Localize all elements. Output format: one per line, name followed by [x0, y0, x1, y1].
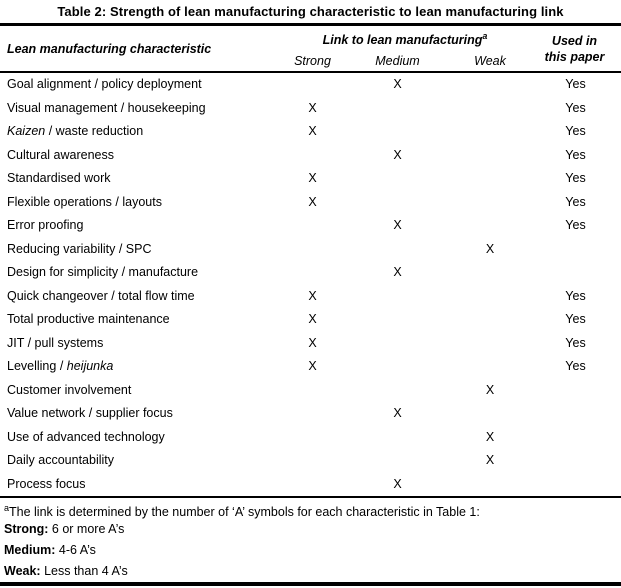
table-row	[0, 285, 621, 309]
characteristic-cell	[0, 238, 280, 262]
medium-mark-cell: X	[393, 218, 402, 232]
medium-mark-cell	[345, 191, 450, 215]
used-header-line2: this paper	[544, 49, 605, 64]
weak-mark-cell	[450, 167, 530, 191]
characteristic-italic-text: heijunka	[66, 359, 114, 373]
medium-mark-cell	[345, 97, 450, 121]
characteristic-text: Daily accountability	[7, 453, 114, 467]
weak-mark-cell: X	[485, 382, 495, 397]
used-cell: Yes	[565, 359, 586, 373]
footnotes	[0, 498, 621, 582]
used-cell	[530, 473, 621, 497]
table-row	[0, 214, 621, 238]
characteristic-text: Use of advanced technology	[7, 429, 165, 444]
used-cell: Yes	[565, 171, 586, 185]
characteristic-cell	[0, 214, 280, 238]
table-body	[0, 73, 621, 496]
characteristic-cell	[0, 191, 280, 215]
characteristic-text: Process focus	[7, 476, 86, 491]
weak-mark-cell	[450, 261, 530, 285]
characteristic-cell	[0, 308, 280, 332]
table-row	[0, 261, 621, 285]
weak-mark-cell: X	[485, 429, 495, 444]
characteristic-cell	[0, 167, 280, 191]
weak-mark-cell	[450, 355, 530, 379]
characteristic-cell	[0, 144, 280, 168]
characteristic-text: Quick changeover / total flow time	[7, 288, 195, 303]
footnote-medium-definition	[4, 540, 621, 561]
used-cell: Yes	[565, 312, 586, 326]
table-row	[0, 473, 621, 497]
table-row	[0, 426, 621, 450]
strong-mark-cell: X	[308, 312, 317, 326]
table-row	[0, 308, 621, 332]
medium-mark-cell	[345, 332, 450, 356]
table-row	[0, 97, 621, 121]
weak-mark-cell	[450, 144, 530, 168]
footnote-strong-text: 6 or more A’s	[48, 522, 125, 536]
table-header	[0, 26, 621, 71]
footnote-strong-label: Strong:	[4, 522, 49, 536]
strong-mark-cell	[280, 402, 345, 426]
medium-mark-cell	[345, 449, 450, 473]
weak-mark-cell: X	[485, 241, 495, 256]
medium-mark-cell	[345, 120, 450, 144]
footnote-link-definition	[4, 498, 621, 519]
characteristic-cell	[0, 379, 280, 403]
medium-mark-cell	[345, 355, 450, 379]
characteristic-cell	[0, 73, 280, 97]
characteristic-text: Total productive maintenance	[7, 312, 170, 326]
footnote-weak-text: Less than 4 A’s	[40, 564, 128, 578]
characteristic-cell	[0, 426, 280, 450]
medium-mark-cell: X	[393, 265, 402, 279]
footnote-strong-definition	[4, 519, 621, 540]
characteristic-suffix-text: / waste reduction	[45, 124, 144, 138]
medium-mark-cell: X	[393, 147, 402, 162]
used-cell	[530, 261, 621, 285]
characteristic-cell	[0, 120, 280, 144]
column-header-strong: Strong	[294, 54, 331, 68]
strong-mark-cell: X	[308, 100, 317, 115]
used-header-line1: Used in	[551, 33, 598, 48]
characteristic-cell	[0, 449, 280, 473]
used-cell: Yes	[565, 147, 586, 162]
footnote-marker: a	[4, 503, 10, 513]
column-group-link-label	[280, 31, 530, 47]
link-group-footnote-marker: a	[482, 31, 488, 41]
table-row	[0, 191, 621, 215]
strong-mark-cell	[280, 379, 345, 403]
strong-mark-cell: X	[308, 194, 317, 209]
footnote-weak-definition	[4, 561, 621, 582]
characteristic-cell	[0, 285, 280, 309]
used-cell	[530, 402, 621, 426]
used-cell	[530, 426, 621, 450]
used-cell: Yes	[565, 124, 586, 138]
weak-mark-cell	[450, 214, 530, 238]
table-row	[0, 332, 621, 356]
table-row	[0, 355, 621, 379]
weak-mark-cell	[450, 191, 530, 215]
used-cell	[530, 379, 621, 403]
characteristic-text: Error proofing	[7, 218, 84, 232]
medium-mark-cell	[345, 285, 450, 309]
medium-mark-cell: X	[393, 406, 402, 420]
weak-mark-cell	[450, 402, 530, 426]
table-caption: Table 2: Strength of lean manufacturing characteristic to lean manufacturing link	[57, 4, 564, 19]
medium-mark-cell	[345, 238, 450, 262]
strong-mark-cell: X	[308, 335, 317, 350]
table-row	[0, 238, 621, 262]
medium-mark-cell: X	[393, 476, 402, 491]
strong-mark-cell	[280, 473, 345, 497]
footnote-text: The link is determined by the number of ‘A’ symbols for each characteristic in Table 1:	[9, 505, 480, 520]
column-header-characteristic: Lean manufacturing characteristic	[7, 41, 212, 56]
footnote-weak-label: Weak:	[4, 564, 41, 578]
used-cell: Yes	[565, 194, 586, 209]
bottom-rule	[0, 582, 621, 586]
strong-mark-cell	[280, 261, 345, 285]
footnote-medium-text: 4-6 A’s	[55, 543, 96, 557]
strong-mark-cell	[280, 144, 345, 168]
characteristic-cell	[0, 473, 280, 497]
used-cell: Yes	[565, 218, 586, 232]
characteristic-text: Cultural awareness	[7, 147, 114, 162]
weak-mark-cell	[450, 332, 530, 356]
strong-mark-cell	[280, 426, 345, 450]
weak-mark-cell	[450, 120, 530, 144]
column-header-medium: Medium	[375, 54, 420, 68]
column-group-link	[280, 26, 530, 71]
column-header-weak: Weak	[474, 54, 506, 68]
characteristic-text: Customer involvement	[7, 382, 132, 397]
characteristic-text: Reducing variability / SPC	[7, 241, 152, 256]
weak-mark-cell	[450, 308, 530, 332]
characteristic-text: Value network / supplier focus	[7, 406, 173, 420]
used-cell: Yes	[565, 288, 586, 303]
characteristic-text: JIT / pull systems	[7, 335, 104, 350]
characteristic-cell	[0, 355, 280, 379]
weak-mark-cell: X	[485, 453, 495, 467]
footnote-medium-label: Medium:	[4, 543, 56, 557]
used-cell: Yes	[565, 100, 586, 115]
used-cell: Yes	[565, 335, 586, 350]
medium-mark-cell	[345, 379, 450, 403]
characteristic-italic-text: Kaizen	[7, 124, 46, 138]
characteristic-text: Visual management / housekeeping	[7, 100, 206, 115]
characteristic-cell	[0, 261, 280, 285]
strong-mark-cell: X	[308, 124, 317, 138]
column-header-used-in-paper	[530, 26, 621, 71]
weak-mark-cell	[450, 97, 530, 121]
table-row	[0, 167, 621, 191]
characteristic-text: Design for simplicity / manufacture	[7, 265, 199, 279]
strong-mark-cell: X	[308, 288, 317, 303]
characteristic-cell	[0, 332, 280, 356]
strong-mark-cell	[280, 214, 345, 238]
medium-mark-cell: X	[393, 77, 402, 91]
strong-mark-cell: X	[308, 359, 317, 373]
characteristic-text: Goal alignment / policy deployment	[7, 77, 202, 91]
weak-mark-cell	[450, 73, 530, 97]
medium-mark-cell	[345, 308, 450, 332]
table-row	[0, 379, 621, 403]
table-row	[0, 449, 621, 473]
weak-mark-cell	[450, 473, 530, 497]
characteristic-text: Standardised work	[7, 171, 111, 185]
characteristic-text: Levelling /	[7, 359, 67, 373]
table-row	[0, 120, 621, 144]
link-sub-headers	[280, 54, 530, 68]
strong-mark-cell	[280, 73, 345, 97]
used-cell: Yes	[565, 77, 586, 91]
used-cell	[530, 449, 621, 473]
strong-mark-cell	[280, 449, 345, 473]
characteristic-cell	[0, 97, 280, 121]
characteristic-cell	[0, 402, 280, 426]
characteristic-text: Flexible operations / layouts	[7, 194, 162, 209]
strong-mark-cell	[280, 238, 345, 262]
used-cell	[530, 238, 621, 262]
weak-mark-cell	[450, 285, 530, 309]
table-row	[0, 73, 621, 97]
link-group-text: Link to lean manufacturing	[322, 33, 483, 48]
medium-mark-cell	[345, 167, 450, 191]
table-row	[0, 144, 621, 168]
medium-mark-cell	[345, 426, 450, 450]
table-row	[0, 402, 621, 426]
strong-mark-cell: X	[308, 171, 317, 185]
